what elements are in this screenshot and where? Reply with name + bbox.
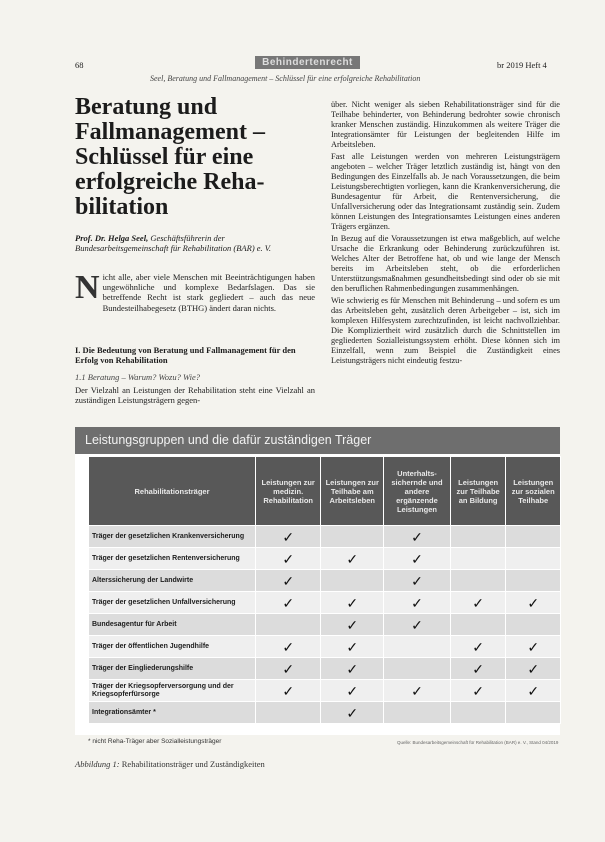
checkmark-cell: ✓	[256, 636, 321, 658]
checkmark-cell: ✓	[256, 592, 321, 614]
checkmark-cell	[450, 526, 506, 548]
checkmark-cell	[450, 548, 506, 570]
body-text-right	[331, 100, 560, 368]
checkmark-cell: ✓	[321, 658, 384, 680]
right-paragraph: Wie schwierig es für Menschen mit Behinderung – und sofern es um das Arbeitsleben geht, zusätzlich deren Arbeitgeber – ist, sich im komplexen Hilfesystem zurechtzufinden, ist leicht nachvollziehbar. Die Kompliziertheit wird zusätzlich durch die Schnittstellen im gegliederten Sozialleistungssystem erhöht. Diese können sich im Einzelfall, wenn zum Beispiel die Zuständigkeit eines Leistungsträgers nicht eindeutig festzu-	[331, 296, 560, 365]
intro-text: icht alle, aber viele Menschen mit Beeinträchtigungen haben ungewöhnliche und komplexe Bedarfslagen. Das sie betreffende Recht ist stark gegliedert – auch das neue Bundesteilhabegesetz (BTHG) ändert daran nichts.	[102, 272, 315, 313]
checkmark-cell	[321, 570, 384, 592]
journal-brand: Behindertenrecht	[255, 56, 360, 69]
checkmark-cell	[384, 658, 451, 680]
right-paragraph: Fast alle Leistungen werden von mehreren Leistungsträgern angeboten – welcher Träger letztlich zuständig ist, hängt von den Bedingungen des Einzelfalls ab. Je nach Voraussetzungen, die beim Leistungsberechtigten vorliegen, kann die Krankenversicherung, die Bundesagentur für Arbeit, die Rentenversicherung, die Unfallversicherung oder das Integrationsamt zuständig sein. Zudem können Leistungen des Integrationsamtes Leistungen eines anderen Trägers ergänzen.	[331, 152, 560, 231]
checkmark-cell	[256, 702, 321, 724]
checkmark-cell: ✓	[256, 548, 321, 570]
row-label: Alterssicherung der Landwirte	[89, 570, 256, 592]
responsibility-table	[88, 456, 561, 724]
author-name: Prof. Dr. Helga Seel,	[75, 233, 149, 243]
checkmark-cell: ✓	[321, 680, 384, 702]
checkmark-cell: ✓	[450, 636, 506, 658]
checkmark-cell	[450, 570, 506, 592]
article-title: Beratung und Fallmanagement – Schlüssel für eine erfolgreiche Reha-bilitation	[75, 94, 265, 220]
dropcap: N	[75, 269, 100, 306]
right-paragraph: In Bezug auf die Voraussetzungen ist etwa maßgeblich, auf welche Ursache die Erkrankung oder Behinderung zurückzuführen ist. Welches Alter der Betroffene hat, ob und wie lange der Mensch bereits im Arbeitsleben steht, ob die erforderlichen Unterstützungsmaßnahmen gesundheitsbedingt sind oder ob sie mit den beruflichen Rahmenbedingungen zusammenhängen.	[331, 234, 560, 293]
checkmark-cell: ✓	[256, 658, 321, 680]
checkmark-cell: ✓	[506, 658, 561, 680]
intro-paragraph	[75, 269, 315, 313]
table-source: Quelle: Bundesarbeitsgemeinschaft für Rehabilitation (BAR) e. V., Stand 04/2019	[397, 740, 559, 745]
table-row	[89, 636, 561, 658]
checkmark-cell: ✓	[384, 526, 451, 548]
figure-caption	[75, 759, 265, 769]
checkmark-cell: ✓	[450, 680, 506, 702]
table-footnote: * nicht Reha-Träger aber Sozialleistungsträger	[88, 738, 222, 745]
caption-text: Rehabilitationsträger und Zuständigkeiten	[121, 759, 265, 769]
table-row	[89, 526, 561, 548]
checkmark-cell: ✓	[384, 680, 451, 702]
checkmark-cell: ✓	[321, 636, 384, 658]
checkmark-cell: ✓	[256, 570, 321, 592]
checkmark-cell	[384, 636, 451, 658]
checkmark-cell: ✓	[321, 548, 384, 570]
column-header: Leistungen zur Teilhabe an Bildung	[450, 457, 506, 526]
checkmark-cell	[506, 614, 561, 636]
checkmark-cell	[450, 702, 506, 724]
checkmark-cell: ✓	[450, 592, 506, 614]
checkmark-cell: ✓	[506, 636, 561, 658]
table-row	[89, 592, 561, 614]
row-label: Bundesagentur für Arbeit	[89, 614, 256, 636]
checkmark-cell: ✓	[256, 680, 321, 702]
section-heading: I. Die Bedeutung von Beratung und Fallmanagement für den Erfolg von Rehabilitation	[75, 345, 296, 365]
body-text-left: Der Vielzahl an Leistungen der Rehabilitation steht eine Vielzahl an zuständigen Leistungsträgern gegen-	[75, 385, 315, 405]
table-row	[89, 680, 561, 702]
checkmark-cell	[506, 702, 561, 724]
checkmark-cell: ✓	[321, 592, 384, 614]
table-title: Leistungsgruppen und die dafür zuständigen Träger	[75, 427, 560, 454]
column-header: Leistungen zur medizin. Rehabilitation	[256, 457, 321, 526]
checkmark-cell: ✓	[384, 548, 451, 570]
row-label: Träger der öffentlichen Jugendhilfe	[89, 636, 256, 658]
checkmark-cell	[506, 526, 561, 548]
running-header: Seel, Beratung und Fallmanagement – Schlüssel für eine erfolgreiche Rehabilitation	[150, 74, 421, 83]
checkmark-cell: ✓	[384, 570, 451, 592]
checkmark-cell: ✓	[384, 614, 451, 636]
checkmark-cell	[450, 614, 506, 636]
author-role: Geschäftsführerin der Bundesarbeitsgemeinschaft für Rehabilitation (BAR) e. V.	[75, 233, 272, 253]
table-row	[89, 570, 561, 592]
row-label: Träger der gesetzlichen Krankenversicherung	[89, 526, 256, 548]
checkmark-cell: ✓	[506, 592, 561, 614]
checkmark-cell	[506, 570, 561, 592]
checkmark-cell	[384, 702, 451, 724]
checkmark-cell: ✓	[256, 526, 321, 548]
right-paragraph: über. Nicht weniger als sieben Rehabilitationsträger sind für die Teilhabe behinderter, von Behinderung bedrohter sowie chronisch kranker Menschen zuständig. Hinzukommen als weitere Träger die Integrationsämter für Leistungen der begleitenden Hilfe im Arbeitsleben.	[331, 100, 560, 149]
row-label: Träger der gesetzlichen Unfallversicherung	[89, 592, 256, 614]
table-row	[89, 658, 561, 680]
column-header: Leistungen zur Teilhabe am Arbeitsleben	[321, 457, 384, 526]
caption-label: Abbildung 1:	[75, 759, 120, 769]
table-header-row	[89, 457, 561, 526]
row-label: Träger der gesetzlichen Rentenversicherung	[89, 548, 256, 570]
table-row	[89, 614, 561, 636]
row-label: Träger der Eingliederungshilfe	[89, 658, 256, 680]
checkmark-cell: ✓	[321, 614, 384, 636]
checkmark-cell	[321, 526, 384, 548]
column-header: Rehabilitationsträger	[89, 457, 256, 526]
table-row	[89, 548, 561, 570]
row-label: Integrationsämter *	[89, 702, 256, 724]
page-number: 68	[75, 60, 84, 70]
column-header: Leistungen zur sozialen Teilhabe	[506, 457, 561, 526]
checkmark-cell: ✓	[384, 592, 451, 614]
subsection-heading: 1.1 Beratung – Warum? Wozu? Wie?	[75, 372, 200, 382]
issue-label: br 2019 Heft 4	[497, 60, 547, 70]
checkmark-cell: ✓	[450, 658, 506, 680]
checkmark-cell	[256, 614, 321, 636]
checkmark-cell	[506, 548, 561, 570]
checkmark-cell: ✓	[506, 680, 561, 702]
author-block	[75, 233, 315, 253]
table-row	[89, 702, 561, 724]
checkmark-cell: ✓	[321, 702, 384, 724]
column-header: Unterhalts-sichernde und andere ergänzende Leistungen	[384, 457, 451, 526]
row-label: Träger der Kriegsopferversorgung und der Kriegsopferfürsorge	[89, 680, 256, 702]
